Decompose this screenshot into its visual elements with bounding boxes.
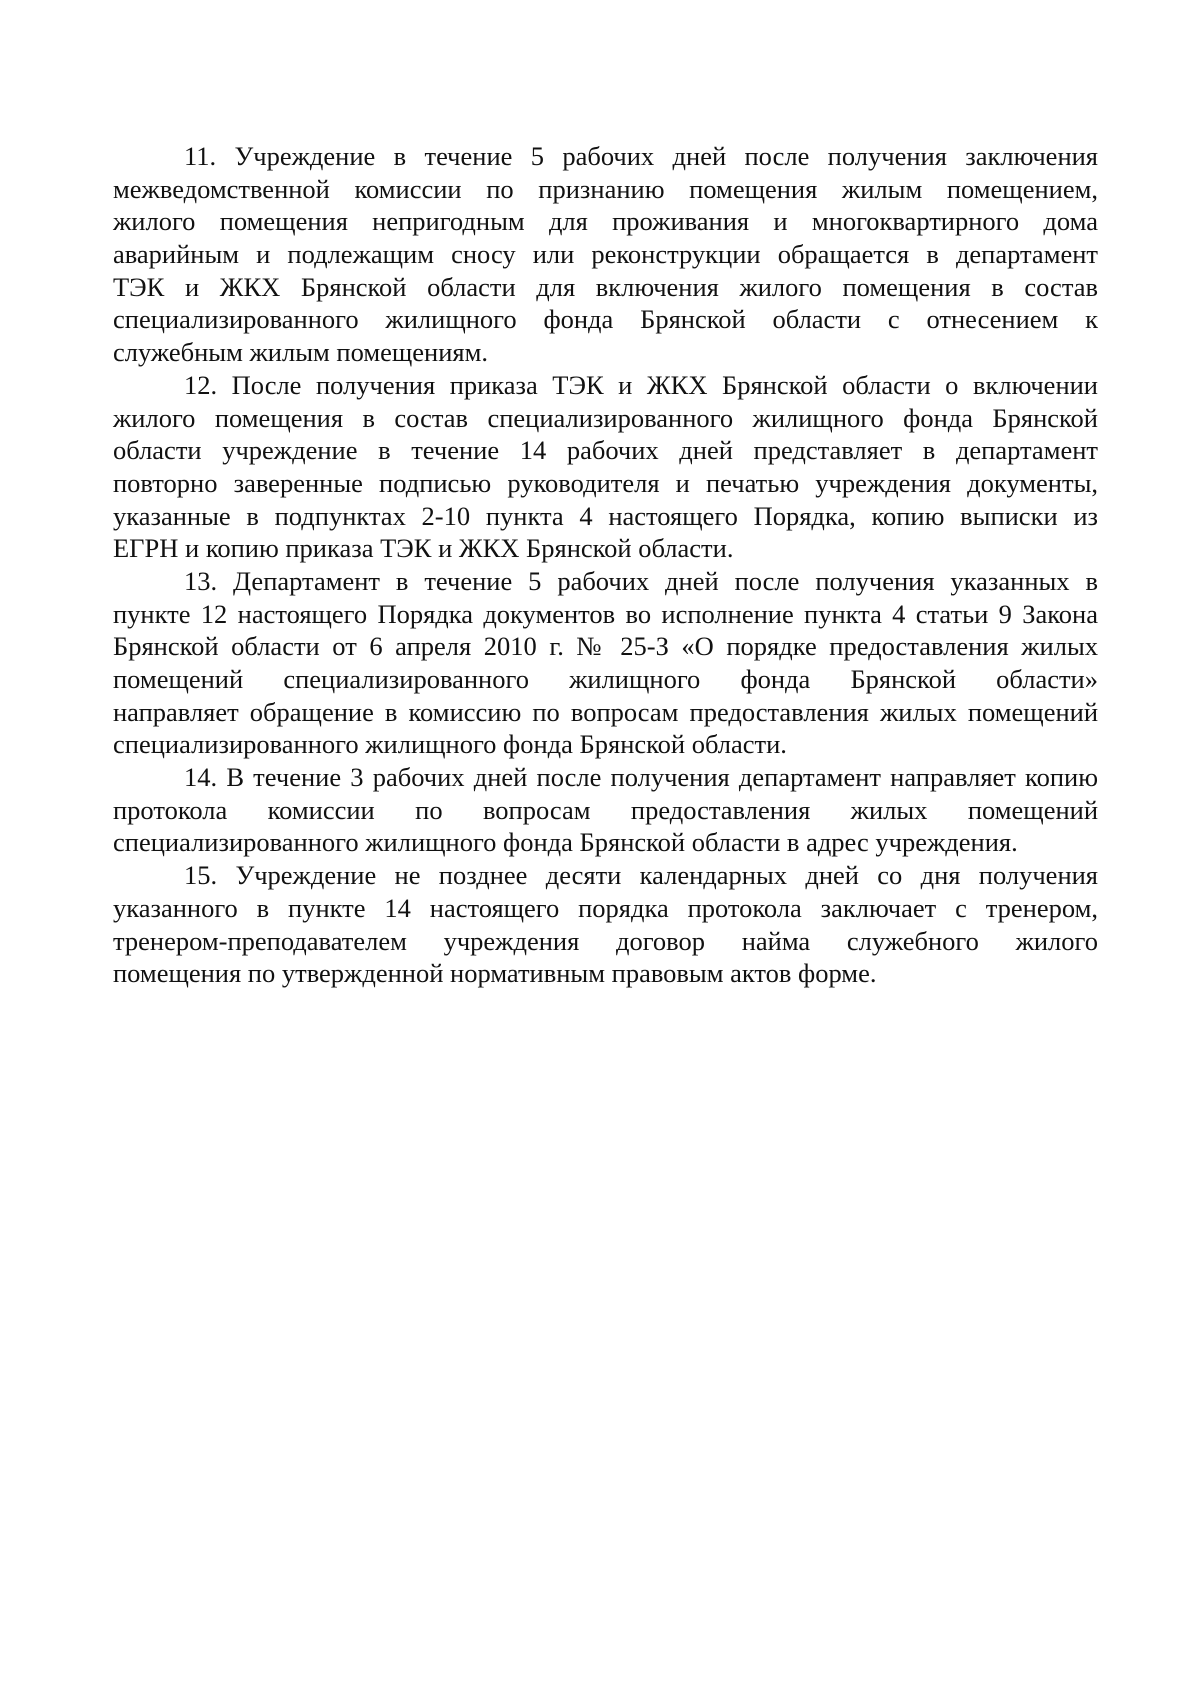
text-line: помещений специализированного жилищного фонда Брянской области» (113, 664, 1098, 694)
text-line: 12. После получения приказа ТЭК и ЖКХ Брянской области о включении (184, 369, 1098, 400)
text-line: направляет обращение в комиссию по вопросам предоставления жилых помещений (113, 696, 1098, 727)
text-line: 14. В течение 3 рабочих дней после получения департамент направляет копию (184, 762, 1098, 793)
document-body (113, 140, 1098, 990)
text-line: жилого помещения в состав специализированного жилищного фонда Брянской (113, 402, 1098, 433)
text-line: ЕГРН и копию приказа ТЭК и ЖКХ Брянской области. (113, 533, 734, 564)
text-line: аварийным и подлежащим сносу или реконструкции обращается в департамент (113, 239, 1098, 270)
text-line: ТЭК и ЖКХ Брянской области для включения жилого помещения в состав (113, 271, 1098, 302)
text-line: Брянской области от 6 апреля 2010 г. № 25-З «О порядке предоставления жилых (113, 631, 1098, 662)
text-line: тренером-преподавателем учреждения договор найма служебного жилого (113, 925, 1098, 956)
text-line: специализированного жилищного фонда Брянской области. (113, 729, 787, 760)
text-line: области учреждение в течение 14 рабочих дней представляет в департамент (113, 435, 1098, 466)
text-line: специализированного жилищного фонда Брянской области с отнесением к (113, 304, 1098, 335)
paragraph-11 (113, 140, 1098, 369)
paragraph-14 (113, 761, 1098, 859)
text-line: пункте 12 настоящего Порядка документов во исполнение пункта 4 статьи 9 Закона (113, 598, 1098, 629)
paragraph-13 (113, 565, 1098, 761)
text-line: жилого помещения непригодным для проживания и многоквартирного дома (113, 206, 1098, 237)
text-line: протокола комиссии по вопросам предоставления жилых помещений (113, 794, 1098, 825)
text-line: 11. Учреждение в течение 5 рабочих дней после получения заключения (184, 141, 1098, 171)
text-line: указанные в подпунктах 2-10 пункта 4 настоящего Порядка, копию выписки из (113, 500, 1098, 531)
paragraph-12 (113, 369, 1098, 565)
text-line: межведомственной комиссии по признанию помещения жилым помещением, (113, 173, 1098, 204)
text-line: помещения по утвержденной нормативным правовым актов форме. (113, 958, 877, 989)
paragraph-15 (113, 859, 1098, 990)
text-line: повторно заверенные подписью руководителя и печатью учреждения документы, (113, 467, 1098, 498)
text-line: служебным жилым помещениям. (113, 337, 488, 368)
text-line: указанного в пункте 14 настоящего порядка протокола заключает с тренером, (113, 892, 1098, 923)
text-line: 15. Учреждение не позднее десяти календарных дней со дня получения (184, 860, 1098, 891)
text-line: 13. Департамент в течение 5 рабочих дней после получения указанных в (184, 565, 1098, 596)
text-line: специализированного жилищного фонда Брянской области в адрес учреждения. (113, 827, 1018, 858)
